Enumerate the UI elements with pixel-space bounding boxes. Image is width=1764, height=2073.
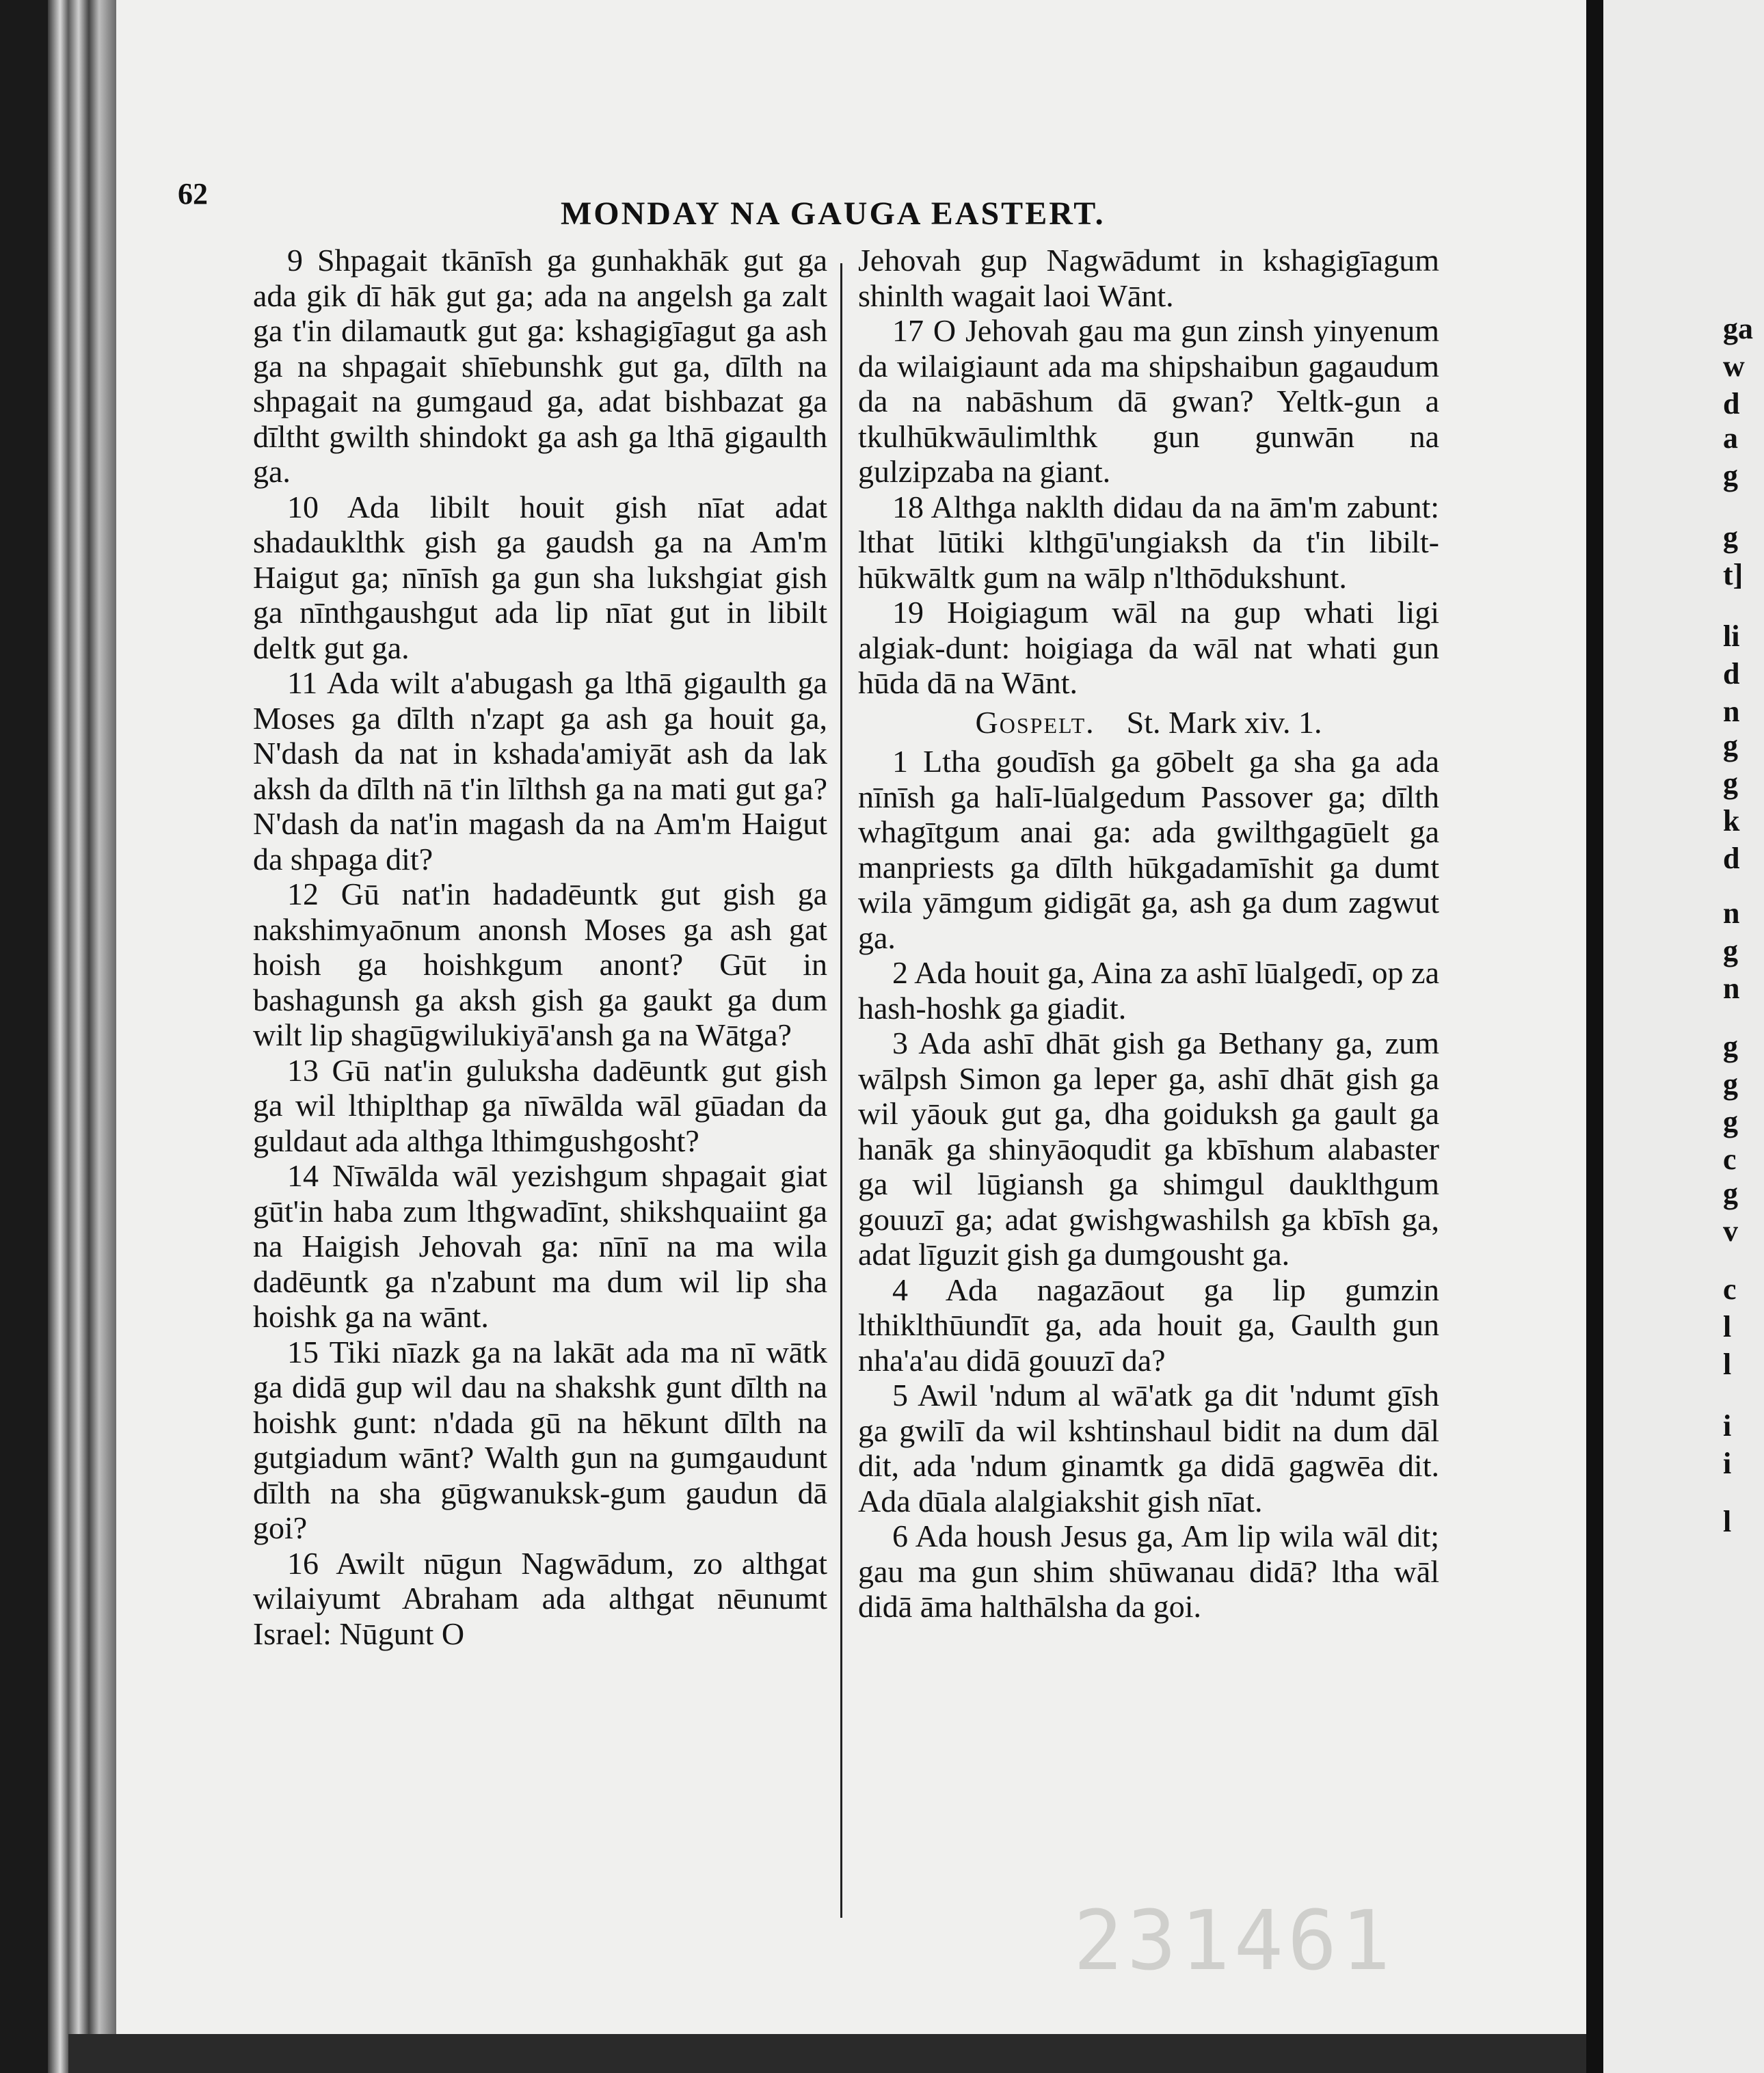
facing-page-letter: l [1723, 1348, 1732, 1381]
verse-paragraph: 5 Awil 'ndum al wā'atk ga dit 'ndumt gīsh ga gwilī da wil kshtinshaul bidit na dum dāl dit, ada 'ndum ginamtk ga didā gagwēa dit. Ada dūala alalgiakshit gish nīat. [858, 1378, 1439, 1519]
facing-page-letter: n [1723, 695, 1740, 728]
verse-paragraph: 11 Ada wilt a'abugash ga lthā gigaulth ga Moses ga dīlth n'zapt ga ash ga houit ga, N'dash da nat in kshada'amiyāt ash da lak aksh da dīlth nā t'in līlthsh ga na mati gut ga? N'dash da nat'in magash da na Am'm Haigut da shpaga dit? [253, 665, 827, 877]
binding-gap [1586, 0, 1603, 2073]
verse-paragraph: 6 Ada housh Jesus ga, Am lip wila wāl dit; gau ma gun shim shūwanau didā? ltha wāl didā āma halthālsha da goi. [858, 1519, 1439, 1624]
facing-page-letter: ga [1723, 312, 1753, 345]
verse-paragraph: 3 Ada ashī dhāt gish ga Bethany ga, zum wālpsh Simon ga leper ga, ashī dhāt gish ga wil yāouk gut ga, dha goiduksh ga gault ga hanāk ga shinyāoqudit ga kbīshum alabaster ga wil lūgiansh ga shimgul dauklthgum gouuzī ga; adat gwishgwashilsh ga kbīsh ga, adat līguzit gish ga dumgousht ga. [858, 1026, 1439, 1272]
verse-paragraph: 16 Awilt nūgun Nagwādum, zo althgat wilaiyumt Abraham ada althgat nēunumt Israel: Nūgunt O [253, 1545, 827, 1651]
facing-page-letter: g [1723, 520, 1738, 554]
next-page-edge [1603, 0, 1764, 2073]
facing-page-letter: c [1723, 1272, 1737, 1306]
facing-page-letter: v [1723, 1214, 1738, 1248]
verse-paragraph: 12 Gū nat'in hadadēuntk gut gish ga nakshimyaōnum anonsh Moses ga ash gat hoish ga hoishkgum anont? Gūt in bashagunsh ga aksh gish ga gaukt ga dum wilt lip shagūgwilukiyā'ansh ga na Wātga? [253, 877, 827, 1052]
facing-page-letter: g [1723, 729, 1738, 762]
facing-page-letter: w [1723, 349, 1745, 383]
facing-page-letter: d [1723, 387, 1740, 420]
facing-page-letter: c [1723, 1142, 1737, 1176]
gospel-reference: St. Mark xiv. 1. [1126, 704, 1322, 740]
verse-paragraph: 19 Hoigiagum wāl na gup whati ligi algiak-dunt: hoigiaga da wāl nat whati gun hūda dā na Wānt. [858, 595, 1439, 700]
facing-page-letter: g [1723, 934, 1738, 967]
right-column [858, 243, 1439, 1624]
facing-page-letter: li [1723, 619, 1740, 653]
facing-page-letter: g [1723, 1067, 1738, 1101]
column-rule [840, 263, 842, 1918]
facing-page-letter: n [1723, 896, 1740, 930]
page-bottom-edge [68, 2034, 1607, 2073]
book-gutter-shadow [0, 0, 48, 2073]
facing-page-letter: g [1723, 766, 1738, 800]
library-stamp: 231461 [1073, 1894, 1395, 1989]
verse-paragraph: 15 Tiki nīazk ga na lakāt ada ma nī wātk ga didā gup wil dau na shakshk gunt dīlth na hoishk gunt: n'dada gū na hēkunt dīlth na gutgiadum wānt? Walth gun na gumgaudunt dīlth na sha gūgwanuksk-gum gaudun dā goi? [253, 1334, 827, 1545]
verse-paragraph: 14 Nīwālda wāl yezishgum shpagait giat gūt'in haba zum lthgwadīnt, shikshquaiint ga na Haigish Jehovah ga: nīnī na ma wila dadēuntk ga n'zabunt ma dum wil lip sha hoishk ga na wānt. [253, 1158, 827, 1334]
facing-page-letter: d [1723, 657, 1740, 691]
facing-page-letter: k [1723, 804, 1740, 838]
verse-paragraph: 2 Ada houit ga, Aina za ashī lūalgedī, op za hash-hoshk ga giadit. [858, 955, 1439, 1026]
page-edges [48, 0, 116, 2073]
verse-paragraph: 10 Ada libilt houit gish nīat adat shadauklthk gish ga gaudsh ga na Am'm Haigut ga; nīnīsh ga gun sha lukshgiat gish ga nīnthgaushgut ada lip nīat gut in libilt deltk gut ga. [253, 489, 827, 665]
facing-page-letter: i [1723, 1409, 1732, 1443]
facing-page-letter: i [1723, 1447, 1732, 1480]
facing-page-letter: l [1723, 1505, 1732, 1538]
verse-paragraph: 9 Shpagait tkānīsh ga gunhakhāk gut ga ada gik dī hāk gut ga; ada na angelsh ga zalt ga t'in dilamautk gut ga: kshagigīagut ga ash ga na shpagait shīebunshk gut ga, dīlth na shpagait na gumgaud ga, adat bishbazat ga dīltht gwilth shindokt ga ash ga lthā gigaulth ga. [253, 243, 827, 489]
facing-page-letter: g [1723, 1030, 1738, 1063]
facing-page-letter: l [1723, 1310, 1732, 1343]
facing-page-letter: a [1723, 421, 1738, 455]
left-column [253, 243, 827, 1651]
verse-paragraph: 18 Althga naklth didau da na ām'm zabunt: lthat lūtiki klthgū'ungiaksh da t'in libilt-hūkwāltk gum na wālp n'lthōdukshunt. [858, 489, 1439, 595]
facing-page-letter: g [1723, 1177, 1738, 1210]
facing-page-letter: n [1723, 972, 1740, 1005]
gospel-heading [858, 705, 1439, 740]
verse-paragraph: 13 Gū nat'in guluksha dadēuntk gut gish ga wil lthiplthap ga nīwālda wāl gūadan da guldaut ada althga lthimgushgosht? [253, 1052, 827, 1158]
gospel-label: Gospelt. [975, 704, 1095, 740]
running-head: MONDAY NA GAUGA EASTERT. [561, 196, 1106, 232]
verse-paragraph: 17 O Jehovah gau ma gun zinsh yinyenum da wilaigiaunt ada ma shipshaibun gagaudum da na nabāshum dā gwan? Yeltk-gun a tkulhūkwāulimlthk gun gunwān na gulzipzaba na giant. [858, 313, 1439, 489]
facing-page-letter: g [1723, 1105, 1738, 1138]
verse-paragraph: Jehovah gup Nagwādumt in kshagigīagum shinlth wagait laoi Wānt. [858, 243, 1439, 313]
verse-paragraph: 4 Ada nagazāout ga lip gumzin lthiklthūundīt ga, ada houit ga, Gaulth gun nha'a'au didā gouuzī da? [858, 1272, 1439, 1378]
page-number: 62 [178, 177, 208, 211]
facing-page-letter: g [1723, 459, 1738, 492]
facing-page-letter: d [1723, 842, 1740, 875]
facing-page-letter: t] [1723, 558, 1743, 591]
verse-paragraph: 1 Ltha goudīsh ga gōbelt ga sha ga ada nīnīsh ga halī-lūalgedum Passover ga; dīlth whagītgum anai ga: ada gwilthgagūelt ga manpriests ga dīlth hūkgadamīshit ga dumt wila yāmgum gidigāt ga, ash ga dum zagwut ga. [858, 744, 1439, 955]
